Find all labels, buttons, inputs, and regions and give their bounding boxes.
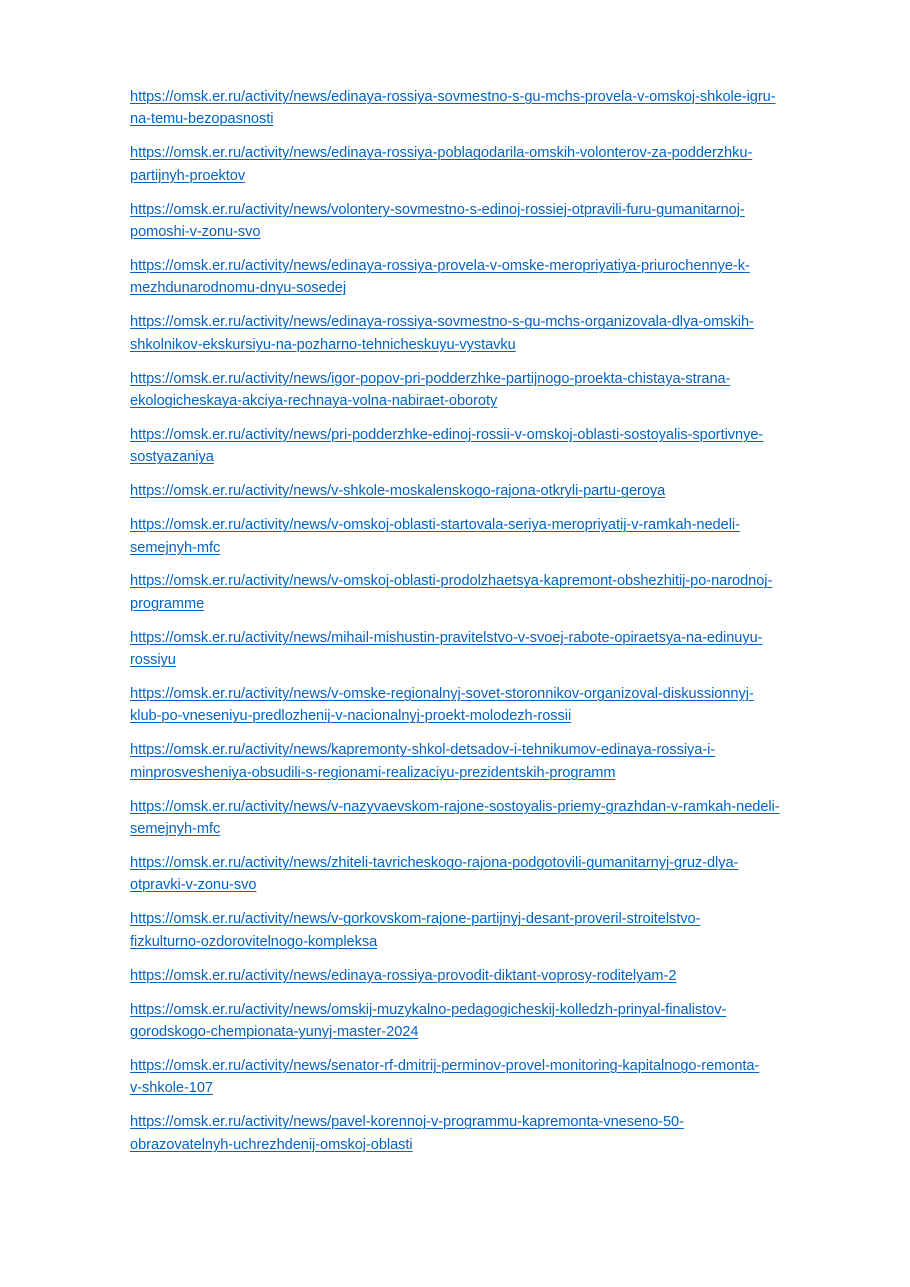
news-link[interactable]: https://omsk.er.ru/activity/news/volontery-sovmestno-s-edinoj-rossiej-otpravili-furu-gumanitarnoj- pomoshi-v-zonu-svo	[130, 201, 745, 241]
list-item	[130, 965, 842, 987]
news-link[interactable]: https://omsk.er.ru/activity/news/edinaya-rossiya-sovmestno-s-gu-mchs-organizovala-dlya-omskih- shkolnikov-ekskursiyu-na-pozharno-tehnicheskuyu-vystavku	[130, 314, 754, 353]
list-item	[130, 1055, 842, 1100]
list-item	[130, 86, 842, 131]
list-item	[130, 368, 842, 413]
list-item	[130, 1111, 842, 1156]
list-item	[130, 480, 842, 502]
list-item	[130, 852, 842, 897]
list-item	[130, 570, 842, 615]
news-link[interactable]: https://omsk.er.ru/activity/news/edinaya-rossiya-provodit-diktant-voprosy-roditelyam-2	[130, 967, 677, 984]
list-item	[130, 796, 842, 841]
list-item	[130, 999, 842, 1044]
list-item	[130, 683, 842, 728]
news-link[interactable]: https://omsk.er.ru/activity/news/pri-podderzhke-edinoj-rossii-v-omskoj-oblasti-sostoyalis-sportivnye- sostyazaniya	[130, 426, 764, 466]
news-link[interactable]: https://omsk.er.ru/activity/news/v-shkole-moskalenskogo-rajona-otkryli-partu-geroya	[130, 483, 666, 500]
list-item	[130, 199, 842, 244]
news-link[interactable]: https://omsk.er.ru/activity/news/pavel-korennoj-v-programmu-kapremonta-vneseno-50- obrazovatelnyh-uchrezhdenij-omskoj-oblasti	[130, 1114, 684, 1153]
news-link[interactable]: https://omsk.er.ru/activity/news/kapremonty-shkol-detsadov-i-tehnikumov-edinaya-rossiya-i- minprosvesheniya-obsudili-s-regionami-realizaciyu-prezidentskih-programm	[130, 742, 716, 781]
list-item	[130, 424, 842, 469]
news-link[interactable]: https://omsk.er.ru/activity/news/v-omske-regionalnyj-sovet-storonnikov-organizoval-diskussionnyj- klub-po-vneseniyu-predlozhenij-v-nacionalnyj-proekt-molodezh-rossii	[130, 686, 754, 725]
list-item	[130, 255, 842, 300]
news-link[interactable]: https://omsk.er.ru/activity/news/edinaya-rossiya-poblagodarila-omskih-volonterov-za-podderzhku- partijnyh-proektov	[130, 145, 753, 184]
link-list	[130, 86, 842, 1167]
list-item	[130, 142, 842, 187]
news-link[interactable]: https://omsk.er.ru/activity/news/omskij-muzykalno-pedagogicheskij-kolledzh-prinyal-finalistov- gorodskogo-chempionata-yunyj-master-2024	[130, 1001, 727, 1040]
news-link[interactable]: https://omsk.er.ru/activity/news/igor-popov-pri-podderzhke-partijnogo-proekta-chistaya-strana- ekologicheskaya-akciya-rechnaya-volna-nabiraet-oboroty	[130, 370, 731, 409]
list-item	[130, 739, 842, 784]
news-link[interactable]: https://omsk.er.ru/activity/news/v-gorkovskom-rajone-partijnyj-desant-proveril-stroitelstvo- fizkulturno-ozdorovitelnogo-kompleksa	[130, 911, 701, 950]
news-link[interactable]: https://omsk.er.ru/activity/news/mihail-mishustin-pravitelstvo-v-svoej-rabote-opiraetsya-na-edinuyu- rossiyu	[130, 629, 763, 669]
news-link[interactable]: https://omsk.er.ru/activity/news/senator-rf-dmitrij-perminov-provel-monitoring-kapitalnogo-remonta- v-shkole-107	[130, 1057, 760, 1097]
list-item	[130, 514, 842, 559]
news-link[interactable]: https://omsk.er.ru/activity/news/v-omskoj-oblasti-startovala-seriya-meropriyatij-v-ramkah-nedeli- semejnyh-mfc	[130, 517, 740, 556]
list-item	[130, 311, 842, 356]
news-link[interactable]: https://omsk.er.ru/activity/news/zhiteli-tavricheskogo-rajona-podgotovili-gumanitarnyj-gruz-dlya- otpravki-v-zonu-svo	[130, 854, 739, 894]
news-link[interactable]: https://omsk.er.ru/activity/news/v-omskoj-oblasti-prodolzhaetsya-kapremont-obshezhitij-po-narodnoj- programme	[130, 573, 773, 612]
news-link[interactable]: https://omsk.er.ru/activity/news/edinaya-rossiya-provela-v-omske-meropriyatiya-priurochennye-k- mezhdunarodnomu-dnyu-sosedej	[130, 257, 750, 297]
news-link[interactable]: https://omsk.er.ru/activity/news/edinaya-rossiya-sovmestno-s-gu-mchs-provela-v-omskoj-shkole-igru- na-temu-bezopasnosti	[130, 89, 776, 128]
list-item	[130, 627, 842, 672]
list-item	[130, 908, 842, 953]
news-link[interactable]: https://omsk.er.ru/activity/news/v-nazyvaevskom-rajone-sostoyalis-priemy-grazhdan-v-ramkah-nedeli- semejnyh-mfc	[130, 798, 780, 838]
